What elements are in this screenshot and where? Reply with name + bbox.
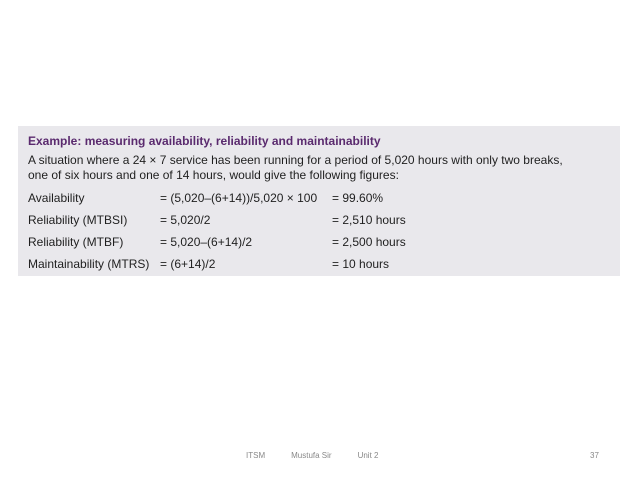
slide-number: 37	[590, 451, 599, 460]
calc-formula: = 5,020–(6+14)/2	[160, 235, 253, 249]
example-title: Example: measuring availability, reliability and maintainability	[28, 134, 381, 148]
calc-row-availability	[28, 187, 620, 209]
calc-result: = 10 hours	[332, 257, 390, 271]
calc-label: Maintainability (MTRS)	[28, 257, 150, 271]
calc-label: Reliability (MTBF)	[28, 235, 124, 249]
calc-result: = 2,500 hours	[332, 235, 406, 249]
calc-result: = 2,510 hours	[332, 213, 406, 227]
calc-row-maintainability-mtrs	[28, 253, 620, 275]
example-intro	[28, 153, 620, 183]
slide-footer	[0, 451, 638, 465]
footer-author: Mustufa Sir	[291, 451, 332, 460]
calc-formula: = (5,020–(6+14))/5,020 × 100	[160, 191, 318, 205]
footer-unit: Unit 2	[357, 451, 379, 460]
calc-result: = 99.60%	[332, 191, 384, 205]
footer-course: ITSM	[246, 451, 266, 460]
calc-formula: = 5,020/2	[160, 213, 211, 227]
calc-formula: = (6+14)/2	[160, 257, 216, 271]
calc-row-reliability-mtbsi	[28, 209, 620, 231]
footer-center	[246, 451, 378, 460]
example-box	[18, 126, 620, 276]
calc-row-reliability-mtbf	[28, 231, 620, 253]
example-intro-line-1: A situation where a 24 × 7 service has been running for a period of 5,020 hours with only two breaks,	[28, 153, 563, 167]
calc-label: Availability	[28, 191, 85, 205]
example-intro-line-2: one of six hours and one of 14 hours, would give the following figures:	[28, 168, 399, 182]
calc-label: Reliability (MTBSI)	[28, 213, 128, 227]
